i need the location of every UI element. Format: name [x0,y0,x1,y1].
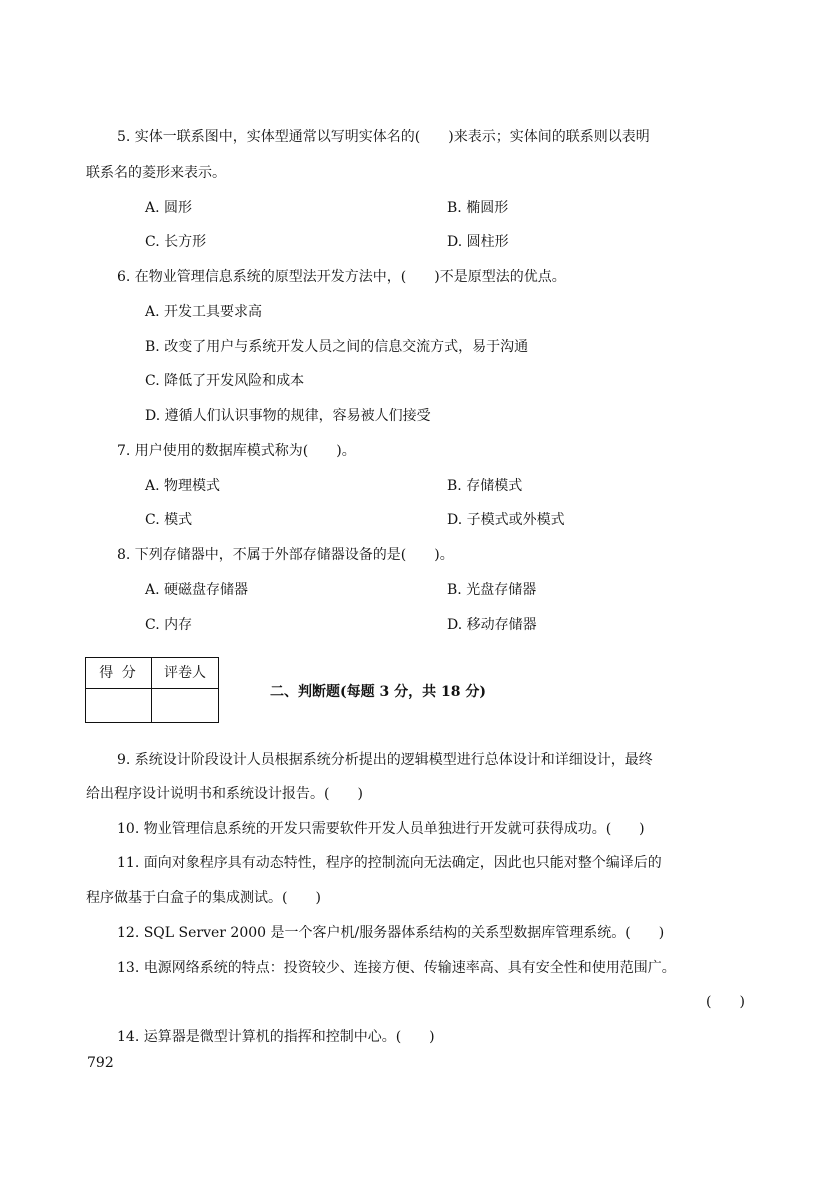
question-13-answer-paren: ( ) [706,994,745,1010]
question-11-line-2: 程序做基于白盒子的集成测试。( ) [86,890,321,906]
question-8-option-d: D. 移动存储器 [447,617,537,633]
question-13-line-1: 13. 电源网络系统的特点：投资较少、连接方便、传输速率高、具有安全性和使用范围广。 [117,960,676,976]
section-title: 二、判断题(每题 3 分，共 18 分) [270,684,486,700]
score-header: 得 分 [86,658,152,689]
question-7-option-c: C. 模式 [145,512,193,528]
page-number: 792 [87,1055,114,1071]
question-5-option-b: B. 椭圆形 [447,200,509,216]
question-7-option-d: D. 子模式或外模式 [447,512,565,528]
question-11-line-1: 11. 面向对象程序具有动态特性，程序的控制流向无法确定，因此也只能对整个编译后的 [117,855,662,871]
question-5-option-a: A. 圆形 [145,200,193,216]
question-5-option-d: D. 圆柱形 [447,234,509,250]
grader-header: 评卷人 [152,658,218,689]
question-9-line-2: 给出程序设计说明书和系统设计报告。( ) [86,786,363,802]
question-9-line-1: 9. 系统设计阶段设计人员根据系统分析提出的逻辑模型进行总体设计和详细设计，最终 [117,752,653,768]
question-7-option-a: A. 物理模式 [145,478,221,494]
question-8-option-a: A. 硬磁盘存储器 [145,582,249,598]
question-8-option-b: B. 光盘存储器 [447,582,537,598]
question-5-line-2: 联系名的菱形来表示。 [86,165,226,181]
question-6-option-c: C. 降低了开发风险和成本 [145,373,305,389]
question-6-option-a: A. 开发工具要求高 [145,304,263,320]
grader-cell [152,689,218,722]
question-5-option-c: C. 长方形 [145,234,207,250]
question-14: 14. 运算器是微型计算机的指挥和控制中心。( ) [117,1029,435,1045]
question-6-line-1: 6. 在物业管理信息系统的原型法开发方法中，( )不是原型法的优点。 [117,269,566,285]
question-6-option-d: D. 遵循人们认识事物的规律，容易被人们接受 [145,408,431,424]
question-8-option-c: C. 内存 [145,617,193,633]
score-cell [86,689,152,722]
score-table [85,657,219,723]
question-5-line-1: 5. 实体一联系图中，实体型通常以写明实体名的( )来表示；实体间的联系则以表明 [117,129,650,145]
question-6-option-b: B. 改变了用户与系统开发人员之间的信息交流方式，易于沟通 [145,339,529,355]
question-8-line-1: 8. 下列存储器中，不属于外部存储器设备的是( )。 [117,547,454,563]
question-7-line-1: 7. 用户使用的数据库模式称为( )。 [117,443,356,459]
question-7-option-b: B. 存储模式 [447,478,523,494]
question-10: 10. 物业管理信息系统的开发只需要软件开发人员单独进行开发就可获得成功。( ) [117,821,645,837]
question-12: 12. SQL Server 2000 是一个客户机/服务器体系结构的关系型数据库管理系统。( ) [117,925,665,941]
